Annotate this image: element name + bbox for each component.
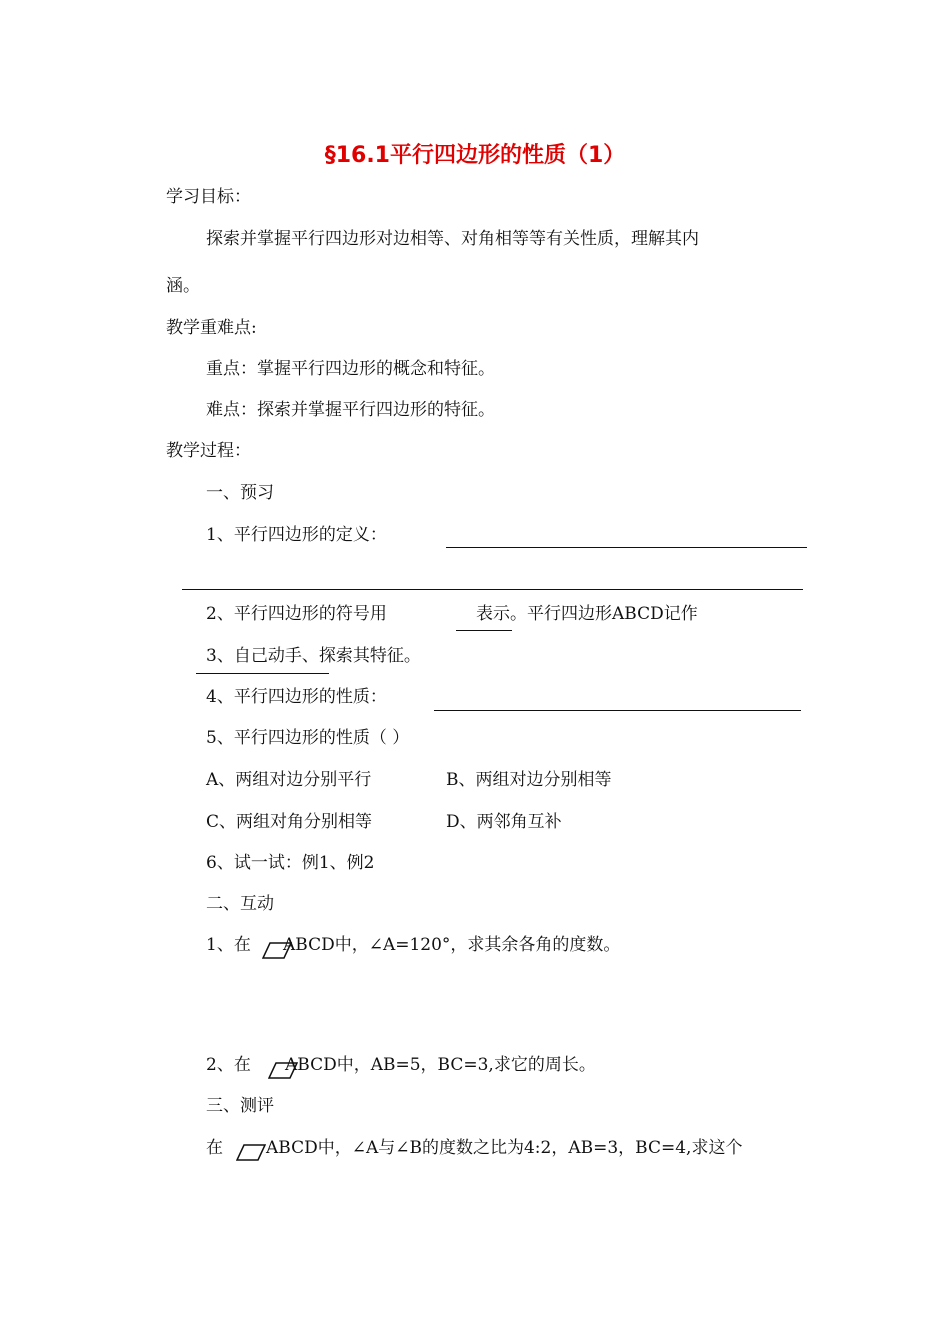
preview-q4: 4、平行四边形的性质： bbox=[206, 687, 387, 707]
answer-blank-q2-symbol bbox=[456, 630, 512, 631]
objectives-text-line-1: 探索并掌握平行四边形对边相等、对角相等等有关性质，理解其内 bbox=[206, 229, 699, 249]
preview-q6: 6、试一试：例1、例2 bbox=[206, 853, 375, 873]
preview-q3: 3、自己动手、探索其特征。 bbox=[206, 646, 421, 666]
objectives-heading: 学习目标： bbox=[166, 187, 251, 207]
preview-q1: 1、平行四边形的定义： bbox=[206, 525, 387, 545]
preview-q2-part-b: 表示。平行四边形ABCD记作 bbox=[476, 604, 698, 624]
interaction-q2-text: ABCD中，AB=5，BC=3,求它的周长。 bbox=[285, 1055, 596, 1075]
interaction-heading: 二、互动 bbox=[206, 894, 274, 914]
evaluation-q-prefix: 在 bbox=[206, 1138, 223, 1158]
hard-point: 难点：探索并掌握平行四边形的特征。 bbox=[206, 400, 495, 420]
document-title: §16.1平行四边形的性质（1） bbox=[324, 143, 626, 168]
interaction-q1-prefix: 1、在 bbox=[206, 935, 251, 955]
evaluation-heading: 三、测评 bbox=[206, 1096, 274, 1116]
option-b: B、两组对边分别相等 bbox=[446, 770, 612, 790]
parallelogram-symbol-icon bbox=[236, 1143, 266, 1161]
interaction-q1-text: ABCD中，∠A=120°，求其余各角的度数。 bbox=[283, 935, 621, 955]
answer-blank-q2-notation bbox=[196, 673, 329, 674]
answer-blank-q4 bbox=[434, 710, 801, 711]
preview-q5: 5、平行四边形的性质（ ） bbox=[206, 728, 410, 748]
difficulty-heading: 教学重难点: bbox=[166, 318, 257, 338]
preview-heading: 一、预习 bbox=[206, 483, 274, 503]
option-a: A、两组对边分别平行 bbox=[206, 770, 372, 790]
preview-q2-part-a: 2、平行四边形的符号用 bbox=[206, 604, 387, 624]
answer-blank-q1-continued bbox=[182, 589, 803, 590]
key-point: 重点：掌握平行四边形的概念和特征。 bbox=[206, 359, 495, 379]
evaluation-q-text: ABCD中，∠A与∠B的度数之比为4:2，AB=3，BC=4,求这个 bbox=[266, 1138, 743, 1158]
option-c: C、两组对角分别相等 bbox=[206, 812, 373, 832]
answer-blank-q1 bbox=[446, 547, 807, 548]
option-d: D、两邻角互补 bbox=[446, 812, 562, 832]
process-heading: 教学过程： bbox=[166, 441, 251, 461]
interaction-q2-prefix: 2、在 bbox=[206, 1055, 251, 1075]
objectives-text-line-2: 涵。 bbox=[166, 276, 200, 296]
